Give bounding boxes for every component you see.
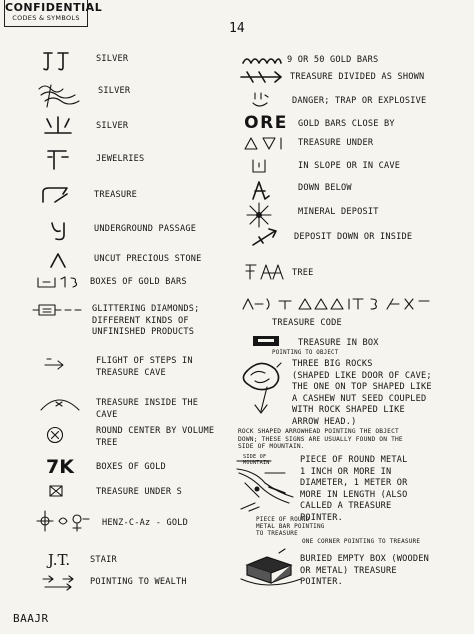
symbol-label: GLITTERING DIAMONDS; DIFFERENT KINDS OF UNFINISHED PRODUCTS bbox=[92, 304, 200, 337]
symbol-label: SILVER bbox=[96, 121, 129, 131]
mountain-sketch-label: SIDE OF MOUNTAIN bbox=[243, 454, 270, 466]
rocks-caption: ROCK SHAPED ARROWHEAD POINTING THE OBJECT DOWN; THESE SIGNS ARE USUALLY FOUND ON THE SIDE OF MOUNTAIN. bbox=[238, 428, 403, 451]
symbol-label: DOWN BELOW bbox=[298, 183, 352, 193]
symbol-label: POINTING TO WEALTH bbox=[90, 577, 187, 587]
stamp-title: CONFIDENTIAL bbox=[5, 1, 103, 14]
ore-text-icon: ORE bbox=[244, 112, 288, 133]
circled-x-icon bbox=[44, 424, 66, 446]
three-rocks-sketch bbox=[236, 358, 288, 416]
symbol-label: FLIGHT OF STEPS IN TREASURE CAVE bbox=[96, 356, 193, 378]
symbol-label: JEWELRIES bbox=[96, 154, 145, 164]
symbol-label: ROUND CENTER BY VOLUME TREE bbox=[96, 426, 215, 448]
symbol-label: SILVER bbox=[98, 86, 131, 96]
danger-dots-icon bbox=[248, 90, 272, 110]
symbol-label: 9 OR 50 GOLD BARS bbox=[287, 55, 379, 65]
confidential-stamp bbox=[4, 0, 103, 27]
divided-arrow-icon bbox=[238, 68, 286, 86]
symbol-label: BOXES OF GOLD BARS bbox=[90, 277, 187, 287]
symbol-label: MINERAL DEPOSIT bbox=[298, 207, 379, 217]
rocks-label: THREE BIG ROCKS (SHAPED LIKE DOOR OF CAVE; THE ONE ON TOP SHAPED LIKE A CASHEW NUT SEED COUPLED WITH ROCK SHAPED LIKE ARROW HEAD.) bbox=[292, 359, 432, 427]
symbol-label: HENZ-C-Az - GOLD bbox=[102, 518, 188, 528]
wavy-lines-icon bbox=[34, 80, 84, 110]
symbol-label: DANGER; TRAP OR EXPLOSIVE bbox=[292, 96, 427, 106]
symbol-label: TREASURE CODE bbox=[272, 318, 342, 328]
caret-icon bbox=[46, 250, 70, 270]
cup-icon bbox=[248, 156, 270, 176]
metal-label: PIECE OF ROUND METAL 1 INCH OR MORE IN DIAMETER, 1 METER OR MORE IN LENGTH (ALSO CALLED A TREASURE POINTER. bbox=[300, 455, 408, 523]
trident-base-icon bbox=[38, 114, 78, 138]
box-note: ONE CORNER POINTING TO TREASURE bbox=[302, 538, 421, 545]
symbol-label: SILVER bbox=[96, 54, 129, 64]
a-down-icon bbox=[246, 178, 272, 202]
symbol-label: UNDERGROUND PASSAGE bbox=[94, 224, 197, 234]
symbol-label: STAIR bbox=[90, 555, 117, 565]
7k-icon: 7K bbox=[46, 455, 74, 478]
boxed-x-icon bbox=[46, 482, 66, 500]
symbol-label: TREASURE DIVIDED AS SHOWN bbox=[290, 72, 425, 82]
rocks-note: POINTING TO OBJECT bbox=[272, 350, 339, 356]
symbol-label: TREASURE UNDER bbox=[298, 138, 374, 148]
box-label: BURIED EMPTY BOX (WOODEN OR METAL) TREASURE POINTER. bbox=[300, 554, 429, 587]
bumps-icon bbox=[240, 52, 284, 66]
pointing-arrows-icon bbox=[38, 572, 78, 594]
horseshoe-icon bbox=[36, 183, 76, 207]
stamp-subtitle: CODES & SYMBOLS bbox=[12, 14, 80, 22]
metal-caption: PIECE OF ROUND METAL BAR POINTING TO TREASURE bbox=[256, 516, 325, 537]
symbol-label: TREASURE INSIDE THE CAVE bbox=[96, 398, 199, 420]
treasure-code-string-icon bbox=[238, 294, 432, 314]
page-number: 14 bbox=[229, 21, 245, 36]
jj-glyph-icon bbox=[38, 48, 78, 74]
arc-x-icon bbox=[36, 391, 84, 413]
tree-code-icon bbox=[242, 260, 286, 282]
symbol-label: TREASURE IN BOX bbox=[298, 338, 379, 348]
black-box-icon bbox=[250, 334, 282, 348]
symbol-label: UNCUT PRECIOUS STONE bbox=[94, 254, 202, 264]
jt-stair-icon: J.T. bbox=[47, 550, 71, 569]
footer-initials: BAAJR bbox=[13, 612, 49, 625]
symbol-label: TREASURE UNDER S bbox=[96, 487, 182, 497]
symbol-label: DEPOSIT DOWN OR INSIDE bbox=[294, 232, 413, 242]
glittering-box-icon bbox=[30, 298, 86, 322]
symbol-label: BOXES OF GOLD bbox=[96, 462, 166, 472]
symbol-label: TREE bbox=[292, 268, 314, 278]
symbol-label: IN SLOPE OR IN CAVE bbox=[298, 161, 401, 171]
pi-glyph-icon bbox=[42, 146, 74, 172]
symbol-label: TREASURE bbox=[94, 190, 137, 200]
symbol-label: GOLD BARS CLOSE BY bbox=[298, 119, 395, 129]
arrow-steps-icon bbox=[40, 354, 70, 372]
y-glyph-icon bbox=[46, 218, 72, 244]
bracket-bars-icon bbox=[34, 272, 84, 292]
slash-arrow-icon bbox=[248, 224, 286, 248]
buried-box-sketch bbox=[238, 546, 304, 588]
triangle-marks-icon bbox=[240, 134, 288, 152]
henz-symbols-icon bbox=[32, 506, 98, 536]
